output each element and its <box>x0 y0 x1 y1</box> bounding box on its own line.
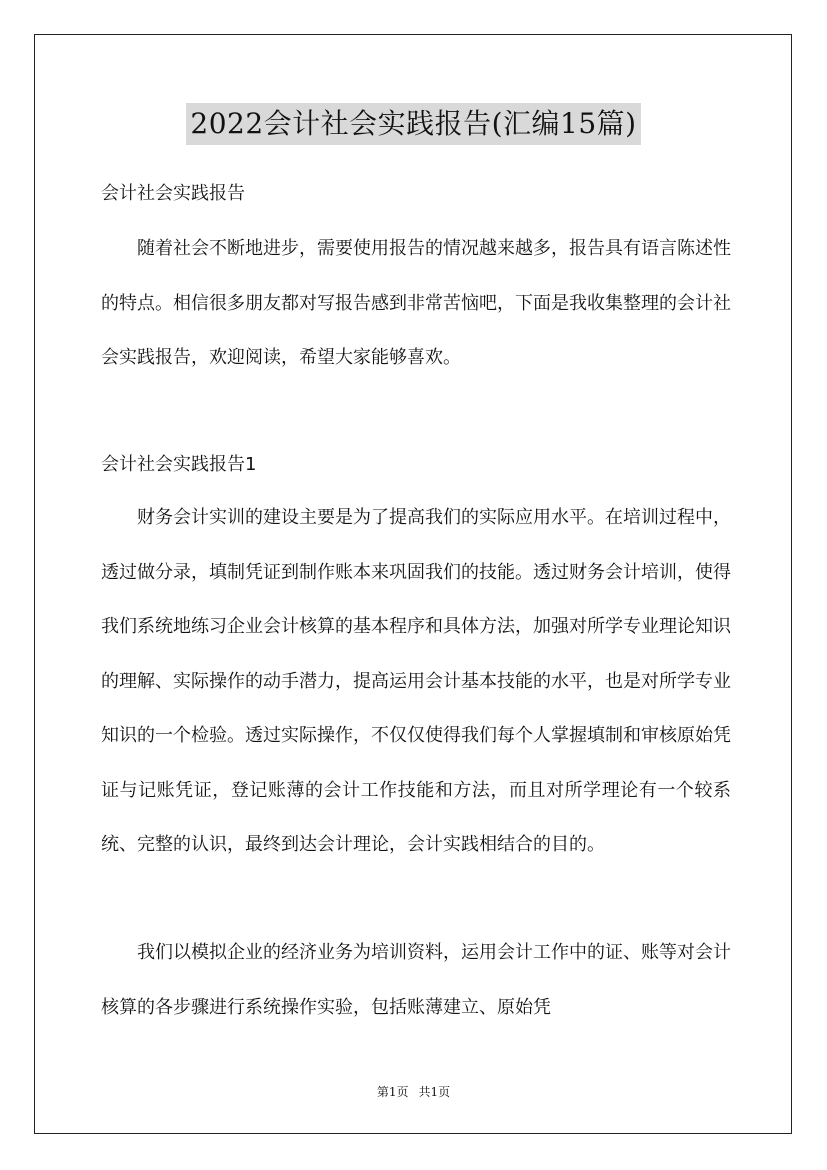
document-title: 2022会计社会实践报告(汇编15篇) <box>186 103 640 145</box>
intro-paragraph: 随着社会不断地进步，需要使用报告的情况越来越多，报告具有语言陈述性的特点。相信很多朋友都对写报告感到非常苦恼吧，下面是我收集整理的会计社会实践报告，欢迎阅读，希望大家能够喜欢。 <box>101 238 731 368</box>
section-heading: 会计社会实践报告 <box>101 183 245 204</box>
page-footer <box>0 1083 827 1100</box>
page-total: 共1页 <box>418 1085 451 1099</box>
page-number: 第1页 <box>376 1085 409 1099</box>
report1-paragraph-2: 我们以模拟企业的经济业务为培训资料，运用会计工作中的证、账等对会计核算的各步骤进行系统操作实验，包括账薄建立、原始凭 <box>101 942 731 1018</box>
report1-heading: 会计社会实践报告1 <box>101 454 257 475</box>
report1-paragraph-1: 财务会计实训的建设主要是为了提高我们的实际应用水平。在培训过程中，透过做分录，填制凭证到制作账本来巩固我们的技能。透过财务会计培训，使得我们系统地练习企业会计核算的基本程序和具体方法，加强对所学专业理论知识的理解、实际操作的动手潜力，提高运用会计基本技能的水平，也是对所学专业知识的一个检验。透过实际操作，不仅仅使得我们每个人掌握填制和审核原始凭证与记账凭证，登记账薄的会计工作技能和方法，而且对所学理论有一个较系统、完整的认识，最终到达会计理论，会计实践相结合的目的。 <box>101 507 731 855</box>
title-container <box>0 103 827 145</box>
